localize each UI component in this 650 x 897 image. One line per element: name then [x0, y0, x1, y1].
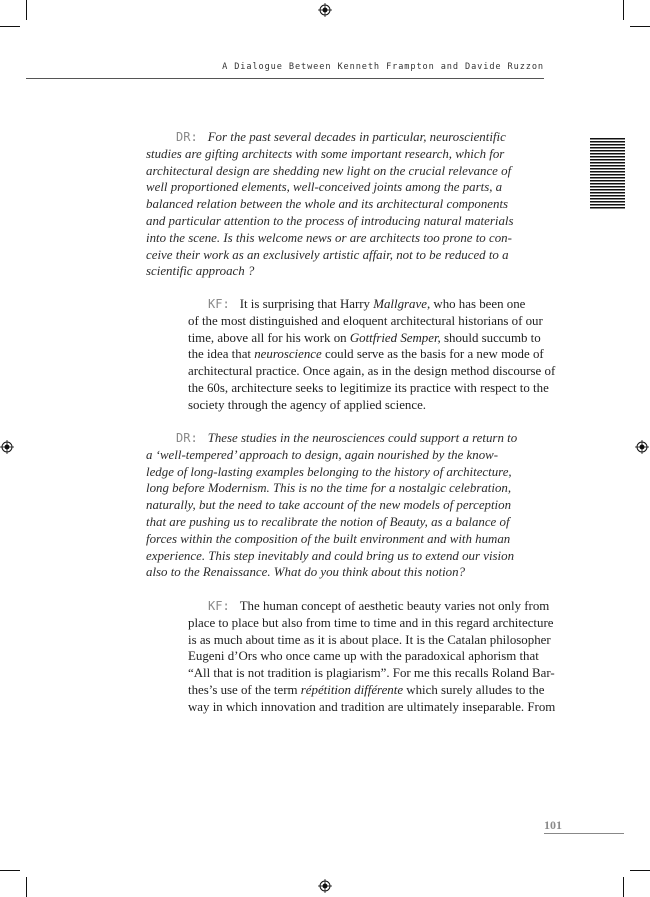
answer-paragraph — [188, 598, 556, 716]
text-line: naturally, but the need to take account of the new models of perception — [146, 498, 512, 513]
italic-term: répétition différente — [300, 682, 404, 697]
text-line: These studies in the neurosciences could support a return to — [207, 431, 518, 445]
text-run: way in which innovation and tradition are ultimately inseparable. From — [188, 699, 556, 714]
running-title: A Dialogue Between Kenneth Frampton and Davide Ruzzon — [222, 62, 544, 72]
paragraph-text — [146, 431, 538, 581]
text-line: a ‘well-tempered’ approach to design, again nourished by the know- — [146, 447, 499, 462]
text-line — [188, 682, 545, 699]
text-run: should succumb to — [440, 330, 541, 345]
text-run: which surely alludes to the — [403, 682, 545, 697]
text-line — [188, 632, 551, 649]
text-run: place to place but also from time to time and in this regard architecture — [188, 615, 554, 630]
crop-mark-top-left-v — [26, 0, 27, 20]
speaker-label: DR: — [176, 130, 198, 144]
text-run: The human concept of aesthetic beauty varies not only from — [239, 599, 550, 613]
crop-mark-bottom-left-v — [26, 877, 27, 897]
text-line: well proportioned elements, well-conceived joints among the parts, a — [146, 180, 503, 195]
text-run: could serve as the basis for a new mode of — [321, 347, 544, 362]
text-run: the 60s, architecture seeks to legitimize its practice with respect to the — [188, 380, 549, 395]
italic-term: Gottfried Semper, — [349, 330, 441, 345]
text-line — [188, 699, 556, 716]
text-line — [188, 363, 556, 380]
speaker-label: KF: — [208, 599, 230, 613]
text-line: architectural design are shedding new light on the crucial relevance of — [146, 163, 512, 178]
text-line: forces within the composition of the built environment and with human — [146, 531, 511, 546]
text-line: For the past several decades in particular, neuroscientific — [207, 130, 506, 144]
italic-term: Mallgrave — [373, 297, 427, 311]
text-line: long before Modernism. This is no the time for a nostalgic celebration, — [146, 481, 512, 496]
text-run: Eugeni d’Ors who once came up with the paradoxical aphorism that — [188, 649, 539, 664]
question-paragraph — [146, 129, 538, 280]
thumb-index-tab — [590, 138, 625, 210]
text-line — [188, 665, 555, 682]
answer-paragraph — [188, 296, 556, 414]
running-header — [26, 62, 544, 79]
question-paragraph — [146, 430, 538, 581]
text-line — [188, 346, 544, 363]
crop-mark-bottom-left-h — [0, 870, 20, 871]
text-line — [188, 615, 554, 632]
speaker-label: DR: — [176, 431, 198, 445]
text-run: architectural practice. Once again, as in the design method discourse of — [188, 364, 556, 379]
paragraph-text — [146, 130, 538, 280]
text-line — [240, 297, 526, 311]
registration-mark-right-icon — [635, 440, 649, 454]
text-line: experience. This step inevitably and could bring us to extend our vision — [146, 548, 515, 563]
text-run: of the most distinguished and eloquent architectural historians of our — [188, 313, 543, 328]
page-number: 101 — [544, 818, 624, 834]
text-line: that are pushing us to recalibrate the notion of Beauty, as a balance of — [146, 514, 510, 529]
crop-mark-top-right-h — [630, 26, 650, 27]
text-line: ledge of long-lasting examples belonging to the history of architecture, — [146, 464, 512, 479]
text-line — [188, 397, 540, 414]
text-line: and particular attention to the process of introducing natural materials — [146, 213, 514, 228]
text-line: also to the Renaissance. What do you think about this notion? — [146, 565, 466, 580]
text-line — [240, 599, 550, 613]
text-run: society through the agency of applied science. — [188, 397, 427, 412]
text-line — [188, 380, 549, 397]
crop-mark-top-right-v — [623, 0, 624, 20]
registration-mark-left-icon — [0, 440, 14, 454]
italic-term: neuroscience — [254, 347, 322, 362]
text-line: balanced relation between the whole and its architectural components — [146, 197, 509, 212]
crop-mark-bottom-right-v — [623, 877, 624, 897]
text-line: scientific approach ? — [146, 264, 255, 279]
text-run: , who has been one — [426, 297, 526, 311]
text-line: into the scene. Is this welcome news or are architects too prone to con- — [146, 230, 512, 245]
text-run: time, above all for his work on — [188, 330, 350, 345]
text-line — [188, 313, 543, 330]
paragraph-text — [188, 297, 556, 414]
text-line: studies are gifting architects with some important research, which for — [146, 146, 505, 161]
speaker-label: KF: — [208, 297, 230, 311]
text-line — [188, 648, 540, 665]
text-line — [188, 330, 540, 347]
crop-mark-bottom-right-h — [630, 870, 650, 871]
text-line: ceive their work as an exclusively artistic affair, not to be reduced to a — [146, 247, 509, 262]
text-run: It is surprising that Harry — [239, 297, 374, 311]
text-run: “All that is not tradition is plagiarism”. For me this recalls Roland Bar- — [188, 666, 555, 681]
registration-mark-top-icon — [318, 3, 332, 17]
text-run: thes’s use of the term — [188, 682, 301, 697]
registration-mark-bottom-icon — [318, 879, 332, 893]
text-run: the idea that — [188, 347, 255, 362]
crop-mark-top-left-h — [0, 26, 20, 27]
paragraph-text — [188, 599, 556, 716]
text-run: is as much about time as it is about place. It is the Catalan philosopher — [188, 632, 551, 647]
